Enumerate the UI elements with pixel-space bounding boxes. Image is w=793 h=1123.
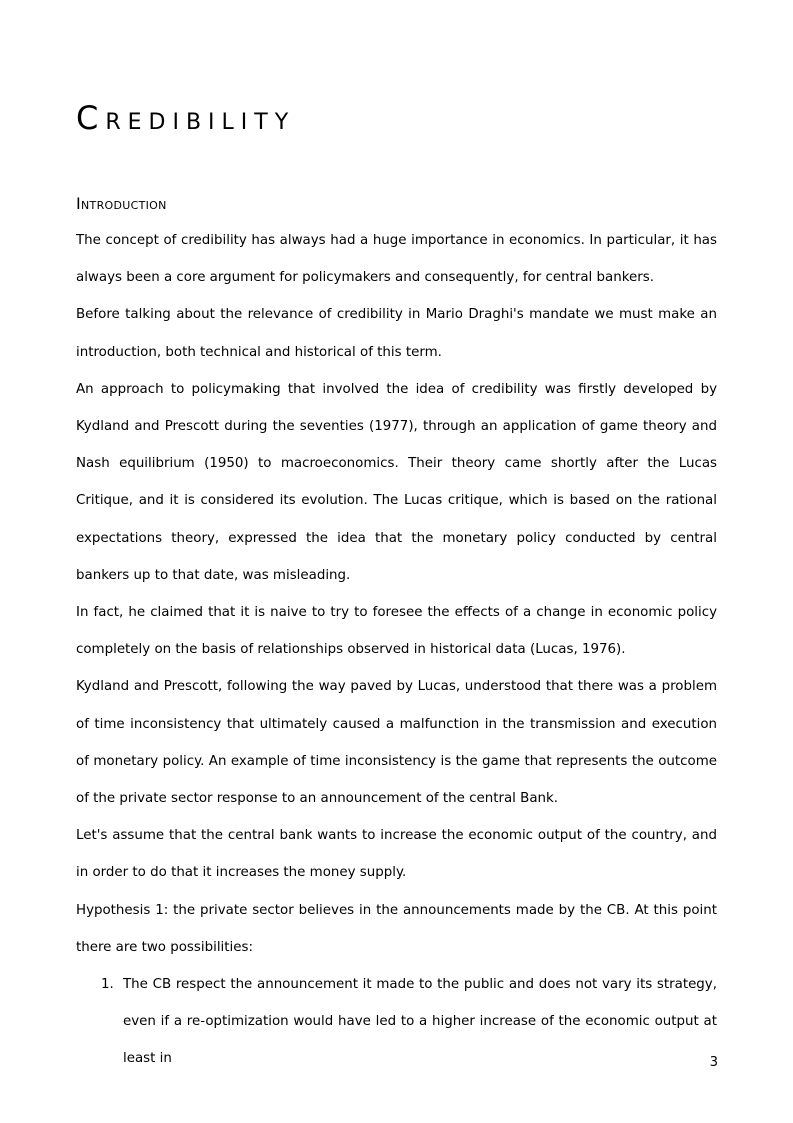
list-item — [76, 966, 717, 1078]
list-item-number: 1. — [101, 977, 114, 993]
paragraph: An approach to policymaking that involved the idea of credibility was firstly developed by Kydland and Prescott during the seventies (1977), through an application of game theory and Nash equilibrium (1950) to macroeconomics. Their theory came shortly after the Lucas Critique, and it is considered its evolution. The Lucas critique, which is based on the rational expectations theory, expressed the idea that the monetary policy conducted by central bankers up to that date, was misleading. — [76, 381, 717, 583]
list-item-text: The CB respect the announcement it made to the public and does not vary its strategy, even if a re-optimization would have led to a higher increase of the economic output at least in — [123, 977, 717, 1067]
paragraph: Kydland and Prescott, following the way paved by Lucas, understood that there was a problem of time inconsistency that ultimately caused a malfunction in the transmission and execution of monetary policy. An example of time inconsistency is the game that represents the outcome of the private sector response to an announcement of the central Bank. — [76, 679, 717, 807]
page-title: Credibility — [76, 99, 296, 137]
paragraph: In fact, he claimed that it is naive to try to foresee the effects of a change in economic policy completely on the basis of relationships observed in historical data (Lucas, 1976). — [76, 605, 717, 658]
paragraph: The concept of credibility has always had a huge importance in economics. In particular, it has always been a core argument for policymakers and consequently, for central bankers. — [76, 233, 717, 286]
paragraph: Hypothesis 1: the private sector believes in the announcements made by the CB. At this point there are two possibilities: — [76, 902, 717, 955]
paragraph: Let's assume that the central bank wants to increase the economic output of the country, and in order to do that it increases the money supply. — [76, 828, 717, 881]
page-number: 3 — [709, 1055, 718, 1070]
paragraph: Before talking about the relevance of credibility in Mario Draghi's mandate we must make an introduction, both technical and historical of this term. — [76, 307, 717, 360]
numbered-list — [76, 966, 717, 1078]
document-body — [76, 186, 717, 1078]
section-heading: Introduction — [76, 194, 167, 213]
